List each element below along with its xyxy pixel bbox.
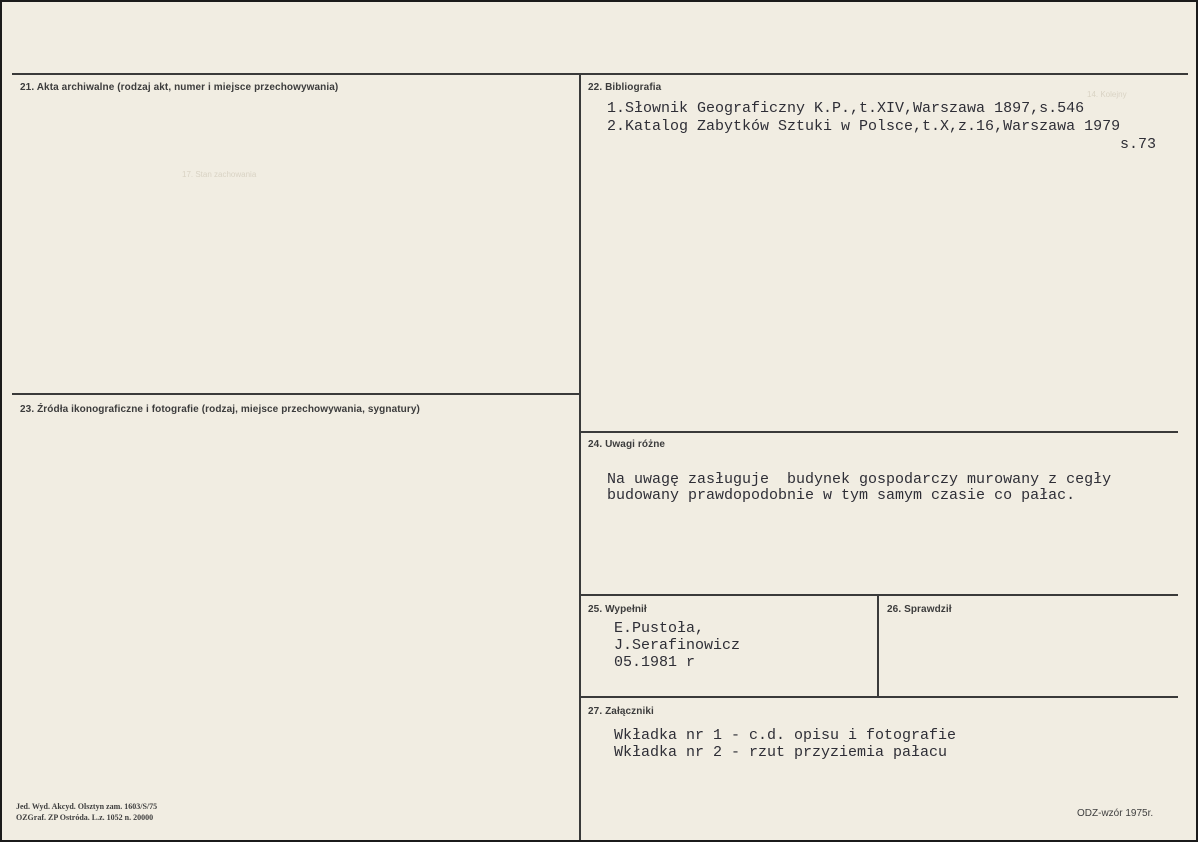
center-divider	[579, 73, 581, 840]
remarks-text: Na uwagę zasługuje budynek gospodarczy murowany z cegły	[607, 471, 1112, 488]
filled-by-name: E.Pustoła,	[614, 620, 705, 637]
record-card	[2, 2, 1196, 840]
field-26-label: 26. Sprawdził	[887, 604, 952, 615]
bibliography-entry: 2.Katalog Zabytków Sztuki w Polsce,t.X,z.16,Warszawa 1979	[607, 118, 1121, 135]
field-27-label: 27. Załączniki	[588, 706, 654, 717]
top-rule	[12, 73, 1188, 75]
form-template-id: ODZ-wzór 1975r.	[1077, 808, 1154, 819]
field-23-label: 23. Źródła ikonograficzne i fotografie (rodzaj, miejsce przechowywania, sygnatury)	[20, 404, 420, 415]
bibliography-entry: 1.Słownik Geograficzny K.P.,t.XIV,Warszawa 1897,s.546	[607, 100, 1085, 117]
filled-by-date: 05.1981 r	[614, 654, 696, 671]
rule-25-27	[581, 696, 1178, 698]
printer-imprint-line-1: Jed. Wyd. Akcyd. Olsztyn zam. 1603/S/75	[16, 802, 158, 811]
filled-by-name: J.Serafinowicz	[614, 637, 741, 654]
remarks-text: budowany prawdopodobnie w tym samym czasie co pałac.	[607, 487, 1076, 504]
divider-25-26	[877, 596, 879, 696]
rule-24-25	[581, 594, 1178, 596]
field-25-label: 25. Wypełnił	[588, 604, 647, 615]
field-24-label: 24. Uwagi różne	[588, 439, 666, 450]
attachment-entry: Wkładka nr 1 - c.d. opisu i fotografie	[614, 727, 957, 744]
attachment-entry: Wkładka nr 2 - rzut przyziemia pałacu	[614, 744, 948, 761]
bleed-through-text: 14. Kolejny	[1087, 90, 1127, 99]
field-22-label: 22. Bibliografia	[588, 82, 662, 93]
bleed-through-text: 17. Stan zachowania	[182, 170, 257, 179]
bibliography-entry-continued: s.73	[1120, 136, 1157, 153]
rule-21-23	[12, 393, 579, 395]
rule-22-24	[581, 431, 1178, 433]
printer-imprint-line-2: OZGraf. ZP Ostróda. L.z. 1052 n. 20000	[16, 813, 154, 822]
field-21-label: 21. Akta archiwalne (rodzaj akt, numer i miejsce przechowywania)	[20, 82, 339, 93]
